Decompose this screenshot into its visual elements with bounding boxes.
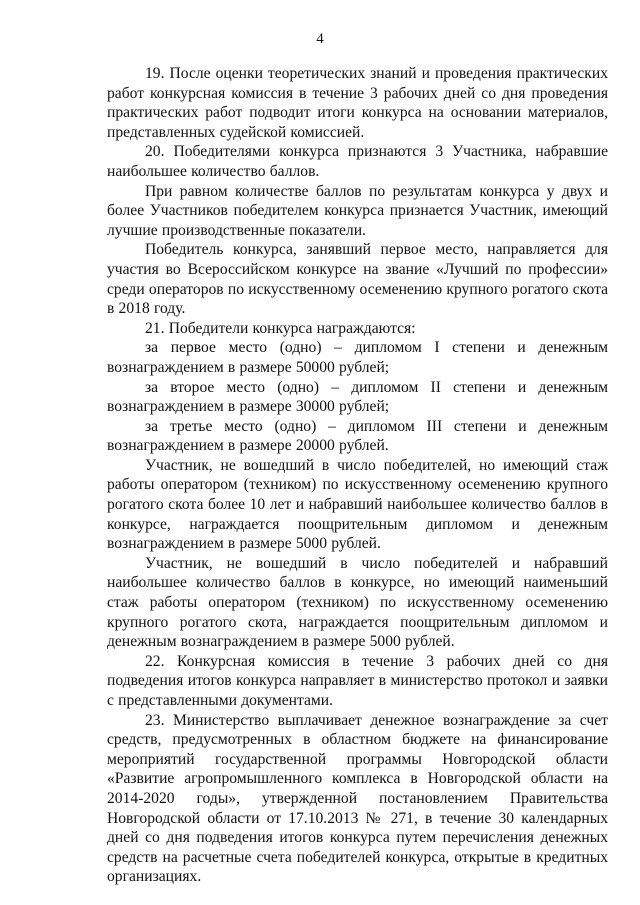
paragraph-22: 22. Конкурсная комиссия в течение 3 рабочих дней со дня подведения итогов конкурса направляет в министерство протокол и заявки с представленными документами. — [107, 652, 608, 709]
document-body — [107, 64, 608, 887]
paragraph-21: 21. Победители конкурса награждаются: — [145, 319, 416, 337]
award-second-place: за второе место (одно) – дипломом II степени и денежным вознаграждением в размере 30000 рублей; — [107, 378, 608, 416]
paragraph-experienced-participant: Участник, не вошедший в число победителей, но имеющий стаж работы оператором (техником) по искусственному осеменению крупного рогатого скота более 10 лет и набравший наибольшее количество баллов в конкурсе, награждается поощрительным дипломом и денежным вознаграждением в размере 5000 рублей. — [107, 456, 608, 553]
paragraph-23: 23. Министерство выплачивает денежное вознаграждение за счет средств, предусмотренных в областном бюджете на финансирование мероприятий государственной программы Новгородской области «Развитие агропромышленного комплекса в Новгородской области на 2014-2020 годы», утвержденной постановлением Правительства Новгородской области от 17.10.2013 № 271, в течение 30 календарных дней со дня подведения итогов конкурса путем перечисления денежных средств на расчетные счета победителей конкурса, открытые в кредитных организациях. — [107, 711, 608, 886]
award-first-place: за первое место (одно) – дипломом I степени и денежным вознаграждением в размере 50000 рублей; — [107, 339, 608, 376]
paragraph-equal-points: При равном количестве баллов по результатам конкурса у двух и более Участников победителем конкурса признается Участник, имеющий лучшие производственные показатели. — [107, 182, 608, 239]
paragraph-least-experienced-participant: Участник, не вошедший в число победителей и набравший наибольшее количество баллов в конкурсе, но имеющий наименьший стаж работы оператором (техником) по искусственному осеменению крупного рогатого скота, награждается поощрительным дипломом и денежным вознаграждением в размере 5000 рублей. — [107, 554, 608, 651]
award-third-place: за третье место (одно) – дипломом III степени и денежным вознаграждением в размере 20000 рублей. — [107, 417, 608, 455]
paragraph-20: 20. Победителями конкурса признаются 3 Участника, набравшие наибольшее количество баллов. — [107, 143, 608, 180]
paragraph-winner-all-russian: Победитель конкурса, занявший первое место, направляется для участия во Всероссийском конкурсе на звание «Лучший по профессии» среди операторов по искусственному осеменению крупного рогатого скота в 2018 году. — [107, 241, 608, 318]
page-number: 4 — [316, 31, 324, 47]
paragraph-19: 19. После оценки теоретических знаний и проведения практических работ конкурсная комиссия в течение 3 рабочих дней со дня проведения практических работ подводит итоги конкурса на основании материалов, представленных судейской комиссией. — [107, 65, 608, 141]
